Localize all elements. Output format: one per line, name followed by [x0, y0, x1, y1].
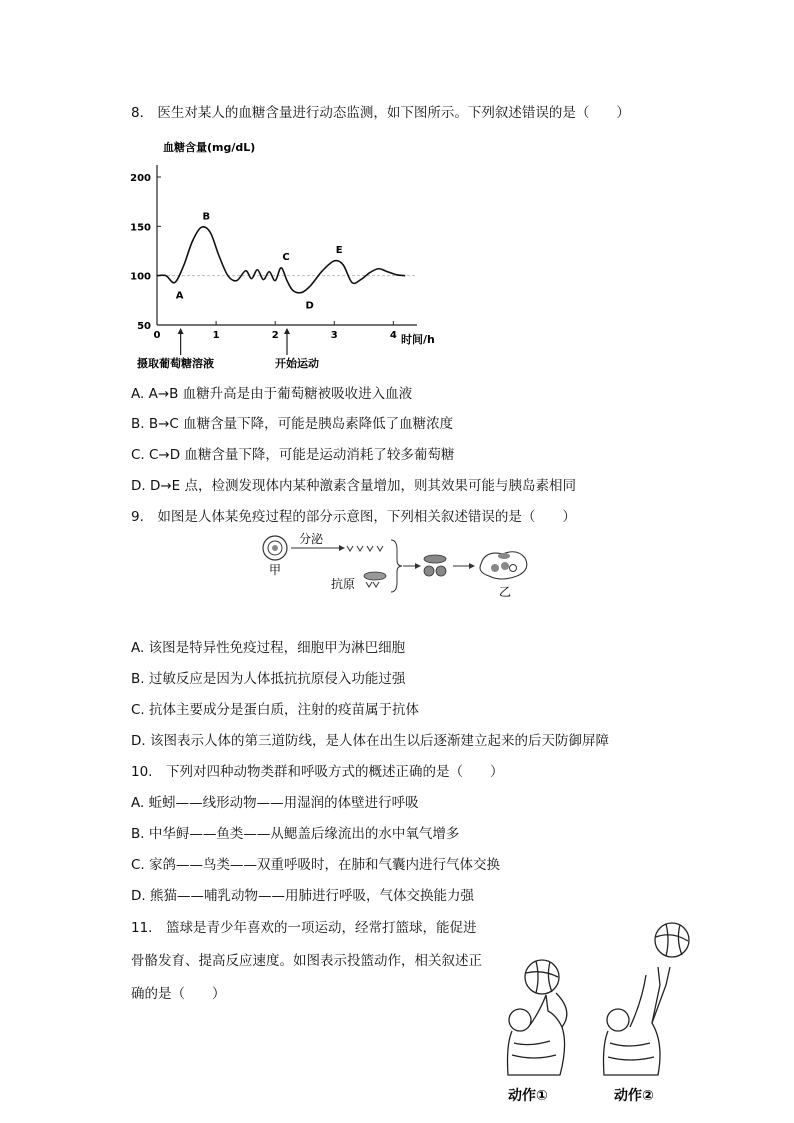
cell-jia-icon — [263, 536, 287, 560]
q9-option-a: A. 该图是特异性免疫过程，细胞甲为淋巴细胞 — [131, 640, 406, 656]
blood-sugar-chart-svg — [125, 133, 445, 373]
chart-marker-arrow-head — [284, 328, 290, 334]
chart-y-axis-label: 血糖含量(mg/dL) — [163, 141, 256, 154]
chart-y-tick-label: 200 — [130, 173, 151, 184]
q9-stem: 9. 如图是人体某免疫过程的部分示意图，下列相关叙述错误的是（ ） — [131, 509, 576, 525]
chart-marker-label: 摄取葡萄糖溶液 — [137, 357, 214, 370]
q8-option-a: A. A→B 血糖升高是由于葡萄糖被吸收进入血液 — [131, 386, 413, 402]
chart-x-tick-label: 1 — [212, 330, 220, 341]
basketball-figure — [490, 915, 710, 1119]
secrete-label: 分泌 — [299, 532, 324, 546]
q8-stem: 8. 医生对某人的血糖含量进行动态监测，如下图所示。下列叙述错误的是（ ） — [131, 105, 630, 121]
q10-option-d: D. 熊猫——哺乳动物——用肺进行呼吸，气体交换能力强 — [131, 888, 474, 904]
arrow-to-complex-icon — [403, 563, 421, 569]
q8-option-d: D. D→E 点，检测发现体内某种激素含量增加，则其效果可能与胰岛素相同 — [131, 478, 577, 494]
q10-option-a: A. 蚯蚓——线形动物——用湿润的体壁进行呼吸 — [131, 795, 419, 811]
antigen-antibody-complex-icon — [424, 555, 446, 576]
antigen-label: 抗原 — [331, 577, 356, 591]
chart-point-labels — [176, 211, 343, 311]
q11-stem-line-1: 11. 篮球是青少年喜欢的一项运动，经常打篮球，能促进 — [131, 920, 477, 936]
q8-option-b: B. B→C 血糖含量下降，可能是胰岛素降低了血糖浓度 — [131, 416, 454, 432]
q11-stem-line-3: 确的是（ ） — [131, 986, 226, 1002]
chart-x-axis-label: 时间/h — [401, 333, 435, 346]
chart-y-tick-label: 50 — [137, 321, 151, 332]
action-2-label: 动作② — [614, 1088, 654, 1104]
chart-marker-arrow-head — [178, 328, 184, 334]
chart-y-tick-label: 100 — [130, 271, 151, 283]
q8-option-c: C. C→D 血糖含量下降，可能是运动消耗了较多葡萄糖 — [131, 447, 455, 463]
action-1-label: 动作① — [508, 1088, 548, 1104]
chart-x-tick-label: 2 — [271, 330, 279, 341]
chart-marker-label: 开始运动 — [275, 357, 319, 370]
phagocyte-yi-icon — [480, 552, 527, 579]
q9-option-c: C. 抗体主要成分是蛋白质，注射的疫苗属于抗体 — [131, 702, 420, 718]
chart-point-label-d: D — [305, 300, 314, 312]
q11-stem-line-2: 骨骼发育、提高反应速度。如图表示投篮动作，相关叙述正 — [131, 953, 482, 969]
chart-x-tick-label: 4 — [389, 330, 397, 341]
player-action-2-icon — [604, 923, 690, 1075]
q9-option-d: D. 该图表示人体的第三道防线，是人体在出生以后逐渐建立起来的后天防御屏障 — [131, 733, 609, 749]
chart-point-label-a: A — [175, 290, 184, 302]
antibodies-icon — [347, 546, 383, 551]
q10-option-b: B. 中华鲟——鱼类——从鳃盖后缘流出的水中氧气增多 — [131, 826, 460, 842]
basketball-figure-svg — [490, 915, 710, 1115]
chart-point-label-e: E — [335, 244, 343, 256]
arrow-to-yi-icon — [453, 563, 475, 569]
player-action-1-icon — [508, 960, 567, 1075]
antigen-icon — [364, 572, 386, 587]
chart-y-tick-label: 150 — [130, 222, 151, 234]
brace-icon — [391, 540, 402, 592]
q10-stem: 10. 下列对四种动物类群和呼吸方式的概述正确的是（ ） — [131, 764, 504, 780]
chart-axes — [157, 165, 417, 325]
chart-point-label-c: C — [282, 251, 290, 263]
blood-sugar-chart — [125, 133, 445, 377]
chart-series-line — [157, 227, 405, 293]
chart-series — [157, 227, 405, 293]
chart-point-label-b: B — [202, 211, 211, 223]
chart-x-tick-label: 0 — [153, 330, 161, 341]
q9-option-b: B. 过敏反应是因为人体抵抗抗原侵入功能过强 — [131, 671, 406, 687]
cell-jia-label: 甲 — [269, 563, 282, 577]
chart-ticks — [130, 173, 397, 341]
chart-markers — [137, 328, 319, 370]
immune-diagram — [255, 530, 545, 606]
q10-option-c: C. 家鸽——鸟类——双重呼吸时，在肺和气囊内进行气体交换 — [131, 857, 501, 873]
chart-x-tick-label: 3 — [330, 330, 338, 341]
phagocyte-yi-label: 乙 — [499, 585, 512, 599]
immune-diagram-svg — [255, 530, 545, 602]
